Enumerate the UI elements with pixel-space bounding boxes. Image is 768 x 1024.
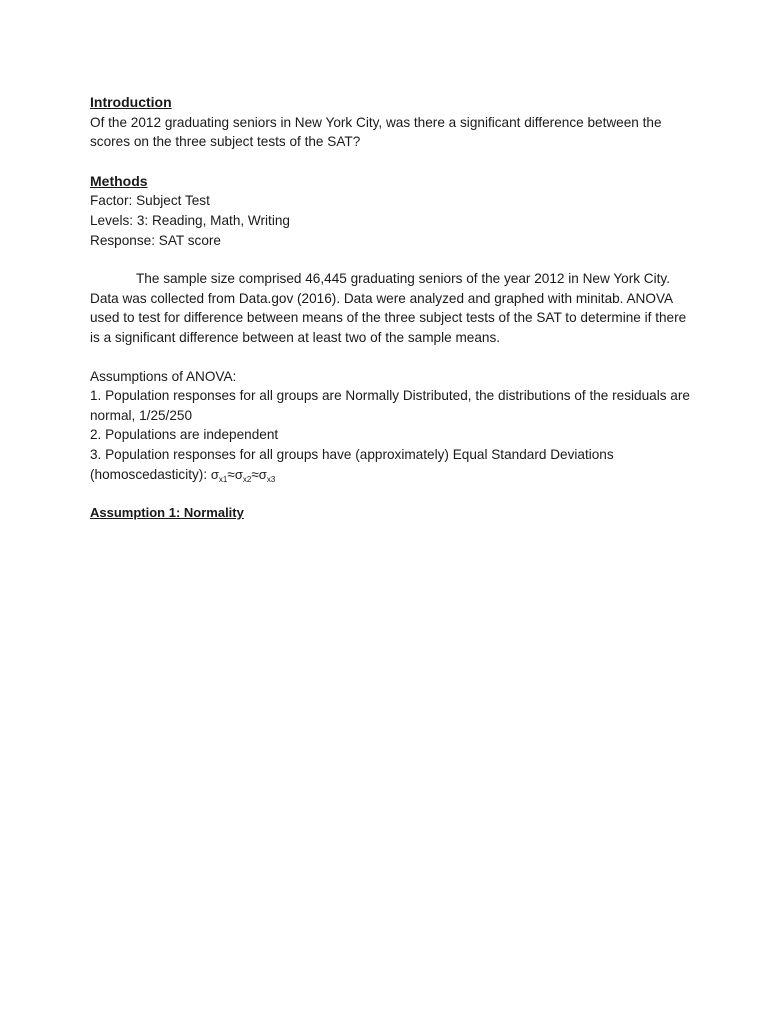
spacer — [90, 348, 690, 367]
assumption-item-1: 1. Population responses for all groups are Normally Distributed, the distributions of the residuals are normal, 1/25/250 — [90, 388, 690, 423]
spacer — [90, 250, 690, 269]
assumption-item-3 — [90, 445, 690, 484]
subscript-x3: x3 — [266, 474, 276, 484]
methods-response: Response: SAT score — [90, 232, 221, 248]
sigma-symbol: σ — [258, 466, 267, 482]
assumption-1-heading: Assumption 1: Normality — [90, 505, 244, 521]
sigma-symbol: σ — [210, 466, 219, 482]
methods-factor: Factor: Subject Test — [90, 193, 210, 209]
introduction-heading: Introduction — [90, 94, 172, 110]
subscript-x2: x2 — [242, 474, 252, 484]
subscript-x1: x1 — [218, 474, 228, 484]
introduction-text: Of the 2012 graduating seniors in New York City, was there a significant difference between the scores on the three subject tests of the SAT? — [90, 114, 662, 150]
spacer — [90, 484, 690, 503]
assumption-item-2: 2. Populations are independent — [90, 427, 279, 443]
methods-paragraph: The sample size comprised 46,445 graduating seniors of the year 2012 in New York City. Data was collected from Data.gov (2016). Data were analyzed and graphed with minitab. ANOVA used to test for difference between means of the three subject tests of the SAT to determine if there is a significant difference between at least two of the sample means. — [90, 271, 687, 345]
assumptions-title: Assumptions of ANOVA: — [90, 368, 237, 384]
sigma-symbol: σ — [234, 466, 243, 482]
methods-heading: Methods — [90, 172, 148, 189]
spacer — [90, 152, 690, 172]
approx-symbol: ≈ — [251, 466, 259, 482]
document-body — [90, 93, 690, 523]
assumption-item-3-text: 3. Population responses for all groups have (approximately) Equal Standard Deviations (homoscedasticity): — [90, 446, 614, 482]
approx-symbol: ≈ — [227, 466, 235, 482]
methods-levels: Levels: 3: Reading, Math, Writing — [90, 212, 290, 228]
